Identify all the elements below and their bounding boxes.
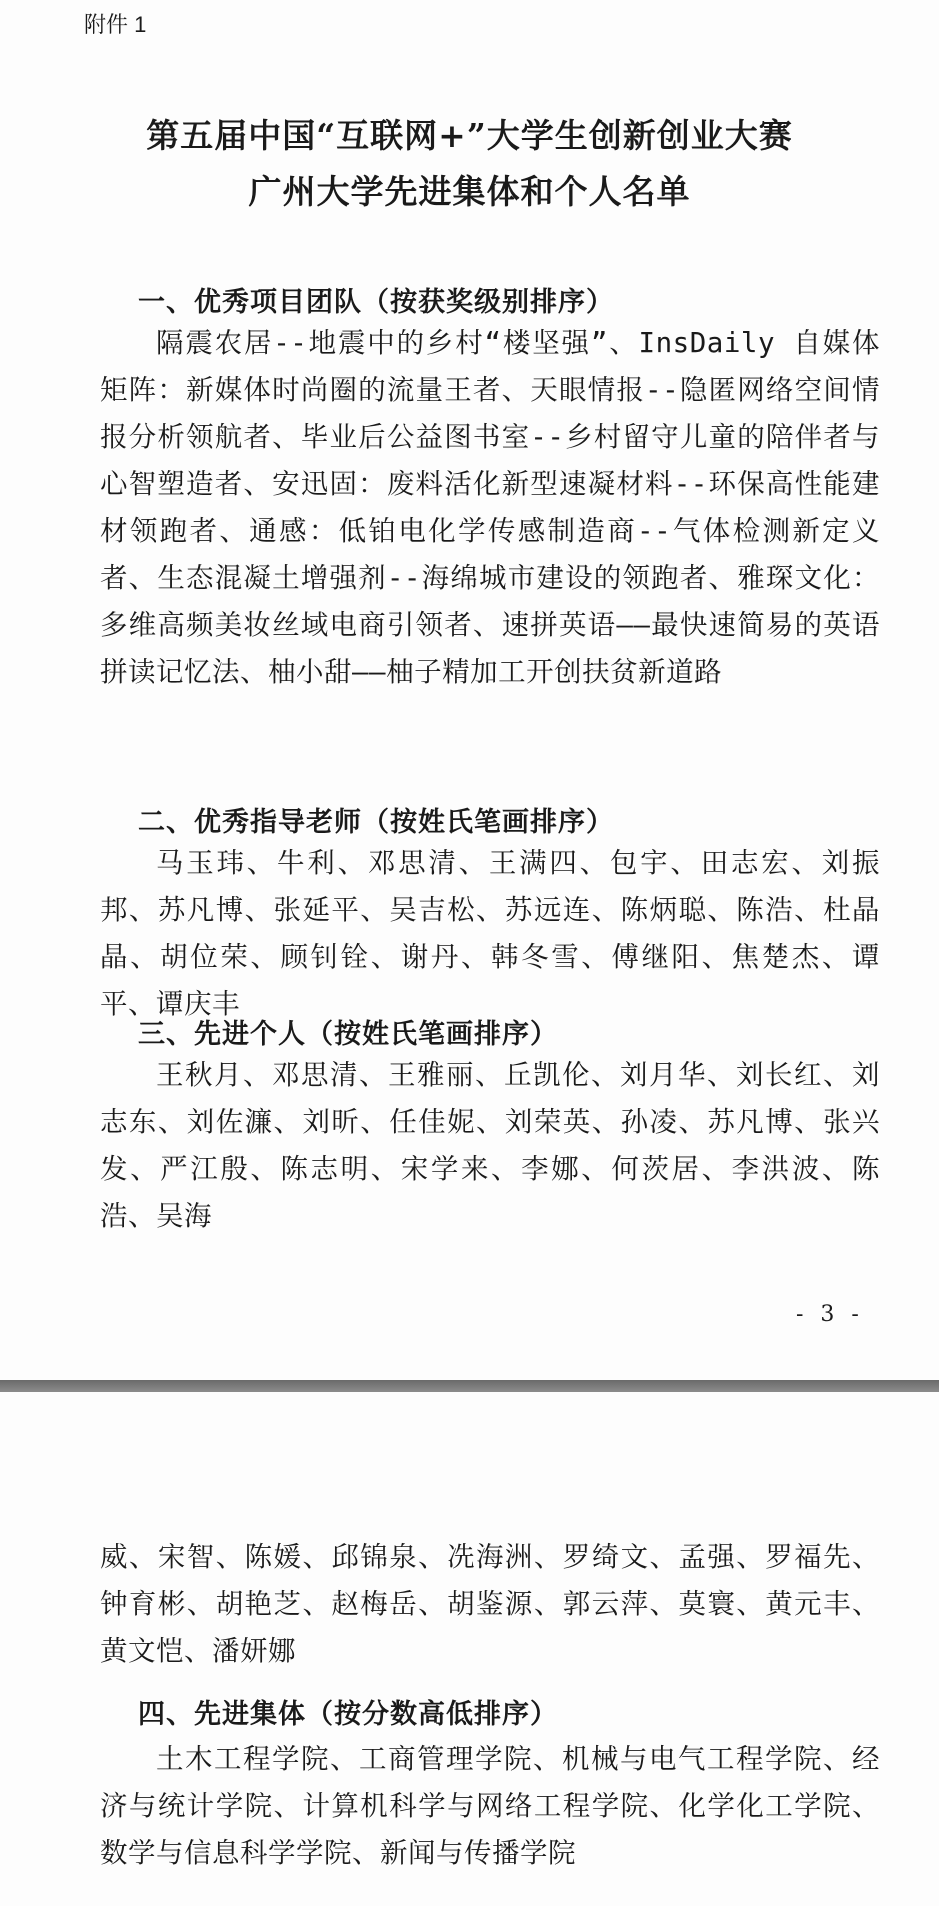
section-body-excellent-teams: 隔震农居--地震中的乡村“楼坚强”、InsDaily 自媒体矩阵：新媒体时尚圈的流量王者、天眼情报--隐匿网络空间情报分析领航者、毕业后公益图书室--乡村留守儿童的陪伴者与心智塑造者、安迅固：废料活化新型速凝材料--环保高性能建材领跑者、通感：低铂电化学传感制造商--气体检测新定义者、生态混凝土增强剂--海绵城市建设的领跑者、雅琛文化：多维高频美妆丝域电商引领者、速拼英语——最快速简易的英语拼读记忆法、柚小甜——柚子精加工开创扶贫新道路 bbox=[100, 327, 880, 688]
document-title-line-2: 广州大学先进集体和个人名单 bbox=[248, 172, 691, 211]
document-page-2 bbox=[0, 1392, 939, 1906]
section-heading-advanced-collectives: 四、先进集体（按分数高低排序） bbox=[138, 1699, 558, 1730]
attachment-label: 附件 1 bbox=[84, 12, 147, 37]
page-separator bbox=[0, 1380, 939, 1392]
document-title-line-1: 第五届中国“互联网+”大学生创新创业大赛 bbox=[146, 116, 793, 155]
section-body-advanced-individuals-part-2: 威、宋智、陈媛、邱锦泉、冼海洲、罗绮文、孟强、罗福先、钟育彬、胡艳芝、赵梅岳、胡鉴源、郭云萍、莫寰、黄元丰、黄文恺、潘妍娜 bbox=[100, 1541, 880, 1667]
section-heading-advanced-individuals: 三、先进个人（按姓氏笔画排序） bbox=[138, 1019, 558, 1050]
page-number: - 3 - bbox=[796, 1302, 864, 1327]
section-body-advanced-collectives: 土木工程学院、工商管理学院、机械与电气工程学院、经济与统计学院、计算机科学与网络工程学院、化学化工学院、数学与信息科学学院、新闻与传播学院 bbox=[100, 1743, 880, 1869]
section-heading-excellent-teams: 一、优秀项目团队（按获奖级别排序） bbox=[138, 287, 614, 318]
section-body-excellent-advisors: 马玉玮、牛利、邓思清、王满四、包宇、田志宏、刘振邦、苏凡博、张延平、吴吉松、苏远连、陈炳聪、陈浩、杜晶晶、胡位荣、顾钊铨、谢丹、韩冬雪、傅继阳、焦楚杰、谭平、谭庆丰 bbox=[100, 847, 880, 1020]
section-body-advanced-individuals-part-1: 王秋月、邓思清、王雅丽、丘凯伦、刘月华、刘长红、刘志东、刘佐濂、刘昕、任佳妮、刘荣英、孙凌、苏凡博、张兴发、严江殷、陈志明、宋学来、李娜、何茨居、李洪波、陈浩、吴海 bbox=[100, 1059, 880, 1232]
section-heading-excellent-advisors: 二、优秀指导老师（按姓氏笔画排序） bbox=[138, 807, 614, 838]
